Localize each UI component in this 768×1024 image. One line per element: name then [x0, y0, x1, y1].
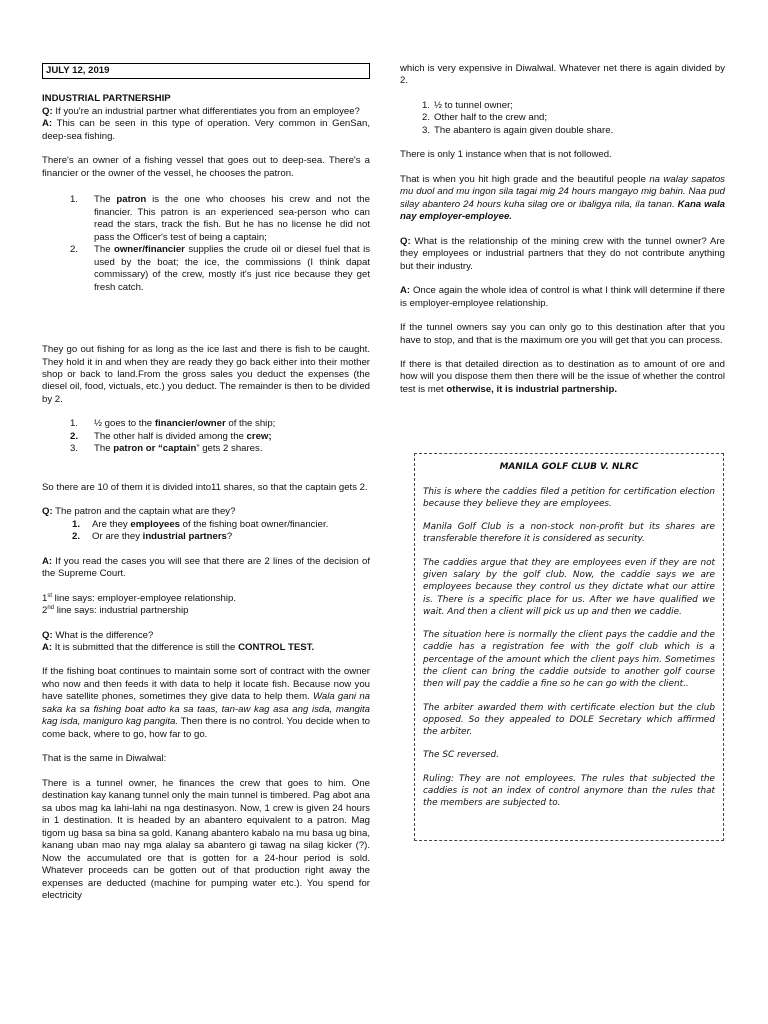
list-item: [400, 100, 725, 112]
list-number: 2.: [70, 430, 79, 442]
list-text: supplies the crude oil or diesel fuel that is used by the boat; the ice, the commissions (I think dapat commissary) of the crew, mostly it's just rice because they get fresh catch.: [94, 244, 370, 293]
question-3: [42, 630, 370, 642]
para-italic: Wala gani na saka ka sa fishing boat adto ka sa taas, tan-aw kag asa ang isda, mangita kag isda, maniguro kag pangita.: [42, 691, 370, 728]
list-text: The: [94, 244, 114, 256]
answer-4: [400, 285, 725, 310]
paragraph-instance: There is only 1 instance when that is not followed.: [400, 149, 612, 161]
list-text: ” gets 2 shares.: [196, 443, 263, 455]
list-text: of the fishing boat owner/financier.: [180, 518, 329, 530]
list-item: [42, 194, 370, 244]
answer-2: [42, 556, 370, 581]
case-paragraph: Ruling: They are not employees. The rules that subjected the caddies is not an index of control anymore than the rules that the members are subjected to.: [423, 773, 715, 809]
line-text: line says: employer-employee relationship.: [52, 592, 236, 604]
tunnel-division-list: [400, 100, 725, 137]
list-bold: crew;: [246, 430, 272, 442]
para-text: That is when you hit high grade and the beautiful people: [400, 173, 650, 185]
list-item: [400, 112, 725, 124]
case-paragraph: The situation here is normally the client pays the caddie and the caddie has a registration fee with the golf club which is a percentage of the amount which the client pays him. Sometimes the client can bring the caddie outside to another golf course then will pay the caddie a fine so he can go with the client..: [423, 630, 715, 690]
list-item: [42, 531, 370, 543]
superscript: st: [47, 592, 53, 599]
list-number: 3.: [422, 124, 431, 136]
list-text: ?: [226, 531, 233, 543]
paragraph-tunnel-owners: If the tunnel owners say you can only go to this destination after that you have to stop, and that is the maximum ore you will get that you can process.: [400, 322, 725, 346]
list-item: [42, 519, 370, 531]
list-number: 2.: [422, 112, 431, 124]
q-label: Q:: [42, 629, 53, 641]
para-bold: otherwise, it is industrial partnership.: [446, 383, 617, 395]
line-text: line says: industrial partnership: [54, 605, 189, 617]
q-label: Q:: [42, 105, 53, 117]
case-paragraph: The SC reversed.: [423, 750, 499, 761]
list-number: 3.: [70, 443, 79, 455]
list-bold: industrial partners: [142, 531, 227, 543]
list-text: Are they: [92, 518, 131, 530]
a-text: It is submitted that the difference is still the: [52, 642, 239, 653]
list-bold: owner/financier: [113, 244, 185, 256]
list-number: 1.: [70, 418, 79, 430]
case-paragraph: The caddies argue that they are employees even if they are not given salary by the golf club. Now, the caddie says we are employees because they control us they dictate what our attire is. There is a specific place for us. After we have qualified we wait. And then a client will pick us up and then we caddie.: [423, 557, 715, 617]
a-text: This can be seen in this type of operation. Very common in GenSan, deep-sea fishing.: [42, 118, 370, 142]
paragraph-same: That is the same in Diwalwal:: [42, 753, 167, 765]
question-1: [42, 106, 370, 118]
line-number: 1: [42, 592, 48, 604]
a-text: Once again the whole idea of control is what I think will determine if there is employer-employee relationship.: [400, 285, 725, 309]
list-item: [42, 431, 370, 443]
list-item: [42, 418, 370, 430]
paragraph-owner: There's an owner of a fishing vessel that goes out to deep-sea. There's a financier or the owner of the vessel, he chooses the patron.: [42, 155, 370, 179]
q-label: Q:: [400, 235, 411, 247]
list-text: ½ to tunnel owner;: [434, 99, 513, 111]
q-text: What is the relationship of the mining crew with the tunnel owner? Are they employees or industrial partners that they do not contribute anything but their industry.: [400, 235, 725, 272]
list-number: 2.: [70, 244, 79, 256]
list-text: Other half to the crew and;: [434, 112, 548, 124]
paragraph-high-grade: [400, 174, 725, 224]
q-label: Q:: [42, 506, 53, 518]
left-column: [42, 63, 370, 902]
para-bold-italic: Kana wala nay employer-employee.: [400, 198, 725, 223]
paragraph-fishing: They go out fishing for as long as the ice last and there is fish to be caught. They hold it in and when they are ready they go back either into their mother shop or back to land.From the gross sales you deduct the expenses (the diesel oil, food, victuals, etc.) you deduct. The remainder is then to be divided by 2.: [42, 344, 370, 405]
para-text: If the fishing boat continues to maintain some sort of contract with the owner who now and then feeds it with data to help it locate fish. Because now you have satellite phones, sometimes they give data to help them.: [42, 666, 370, 703]
list-item: [42, 443, 370, 455]
answer-3: [42, 642, 370, 654]
date-box: JULY 12, 2019: [42, 63, 370, 79]
list-text: The: [94, 194, 117, 206]
para-text: If there is that detailed direction as to destination as to amount of ore and how will you dispose them then there will be the issue of whether the control test is met: [400, 358, 725, 395]
section-heading: INDUSTRIAL PARTNERSHIP: [42, 93, 171, 105]
line-number: 2: [42, 605, 48, 617]
case-title: MANILA GOLF CLUB V. NLRC: [499, 462, 639, 472]
list-number: 1.: [70, 194, 79, 206]
list-item: [400, 125, 725, 137]
list-text: The abantero is again given double share.: [434, 124, 614, 136]
division-list: [42, 418, 370, 455]
list-bold: employees: [130, 518, 181, 530]
a-label: A:: [42, 118, 53, 130]
paragraph-detailed: [400, 359, 725, 396]
right-column: [400, 63, 725, 408]
list-number: 1.: [422, 99, 431, 111]
roles-list: [42, 194, 370, 294]
list-text: The other half is divided among the: [94, 430, 247, 442]
list-text: Or are they: [92, 531, 143, 543]
question-2-list: [42, 519, 370, 544]
q-text: If you're an industrial partner what differentiates you from an employee?: [52, 105, 360, 117]
list-number: 1.: [72, 518, 81, 530]
list-bold: patron or “captain: [113, 443, 197, 455]
control-test: CONTROL TEST.: [238, 642, 315, 653]
list-text: of the ship;: [225, 418, 276, 430]
lines-paragraph: [42, 593, 370, 618]
answer-1: [42, 118, 370, 143]
para-text: Then there is no control. You decide when to come back, where to go, how far to go.: [42, 716, 371, 740]
list-number: 2.: [72, 531, 81, 543]
list-item: [42, 244, 370, 294]
paragraph-shares: So there are 10 of them it is divided into11 shares, so that the captain gets 2.: [42, 481, 368, 493]
a-label: A:: [400, 285, 411, 297]
paragraph-tunnel: There is a tunnel owner, he finances the crew that goes to him. One destination kay kanang tunnel only the main tunnel is timbered. Pag abot ana sa ubos mag ka lahi-lahi na nga destinasyon. Now, 1 crew is given 24 hours in 1 destination. It is headed by an abantero equivalent to a patron. Mag tigom ug basa sa bina sa gold. Kanang abantero kabalo na mu basa ug bina, kanang uban mao nay mga alalay sa abantero gi tawag na silag kicker (?). Now the accumulated ore that is gotten for a 24-hour period is sold. Whatever proceeds can be gotten out of that production right away the expenses are deducted (machine for pumping water etc.). You spend for electricity: [42, 777, 370, 901]
paragraph-continued: which is very expensive in Diwalwal. Whatever net there is again divided by 2.: [400, 63, 725, 87]
question-2: [42, 506, 370, 518]
paragraph-boat: [42, 666, 370, 741]
case-box: [414, 453, 724, 841]
case-paragraph: The arbiter awarded them with certificate election but the club opposed. So they appealed to DOLE Secretary which affirmed the arbiter.: [423, 702, 715, 738]
list-text: ½ goes to the: [94, 418, 155, 430]
list-bold: financier/owner: [154, 418, 226, 430]
para-italic: na walay sapatos mu duol and mu ingon sila tagai mig 24 hours mangayo mig bahin. Naa pud silay abantero 24 hours kuha silag ore or ibaligya nila, ila tanan.: [400, 173, 725, 210]
a-label: A:: [42, 555, 53, 567]
q-text: The patron and the captain what are they?: [52, 506, 236, 518]
q-text: What is the difference?: [52, 629, 154, 641]
a-text: If you read the cases you will see that there are 2 lines of the decision of the Supreme Court.: [42, 555, 370, 580]
list-text: The: [94, 443, 114, 455]
a-label: A:: [42, 642, 53, 653]
superscript: nd: [47, 604, 55, 611]
list-text: is the one who chooses his crew and not the financier. This patron is an experienced sea-person who can read the stars, track the fish. But he has no license he did not pass the Officer's test of being a captain;: [94, 194, 370, 243]
question-4: [400, 236, 725, 273]
case-paragraph: This is where the caddies filed a petition for certification election because they believe they are employees.: [423, 486, 715, 509]
case-paragraph: Manila Golf Club is a non-stock non-profit but its shares are transferable therefore it is considered as security.: [423, 522, 715, 545]
list-bold: patron: [116, 194, 147, 206]
